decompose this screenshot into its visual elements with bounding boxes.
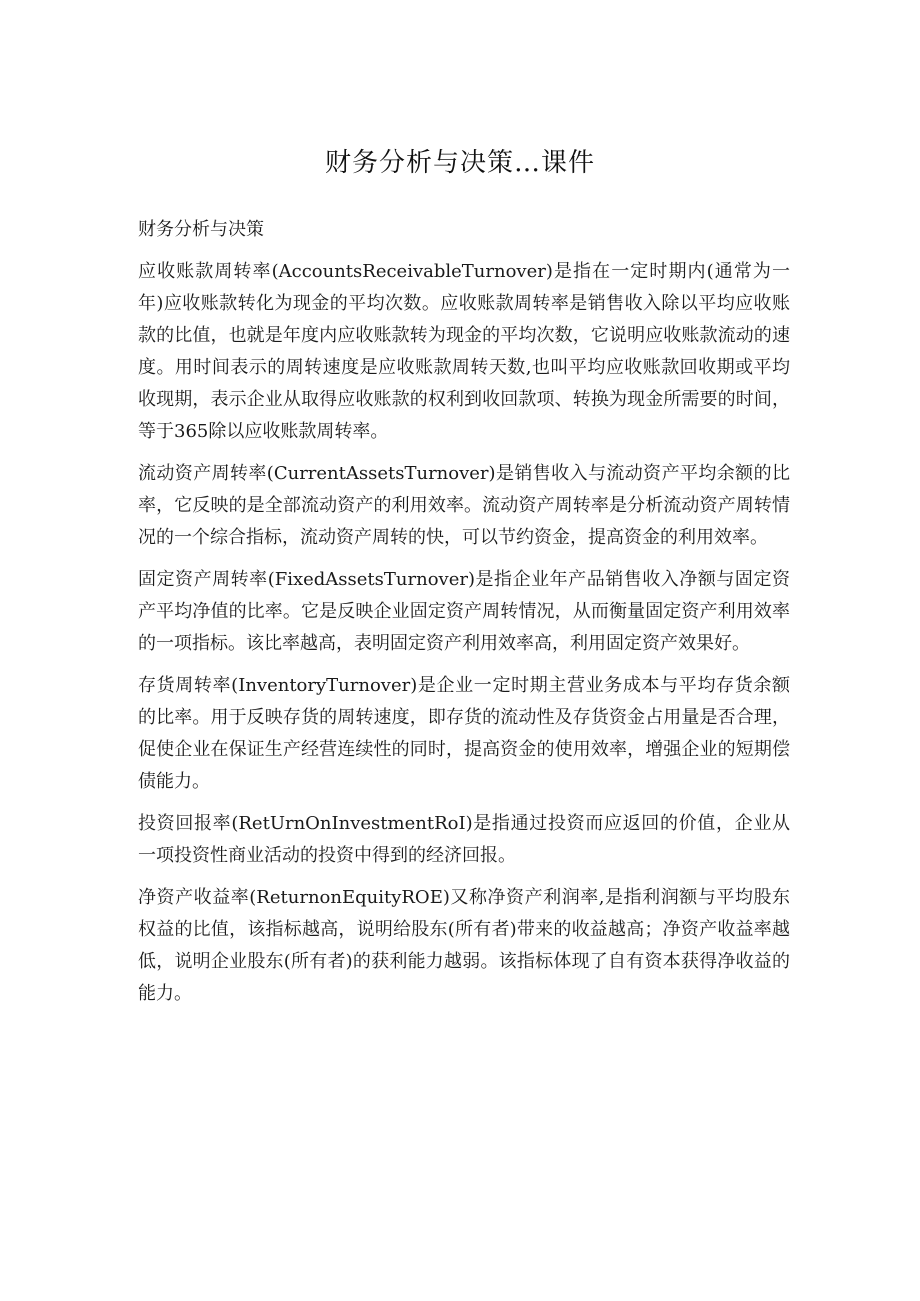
paragraph-return-on-investment: 投资回报率(RetUrnOnInvestmentRoI)是指通过投资而应返回的价值，企业从一项投资性商业活动的投资中得到的经济回报。	[138, 813, 790, 866]
document-body	[138, 214, 790, 1020]
paragraph-fixed-assets-turnover: 固定资产周转率(FixedAssetsTurnover)是指企业年产品销售收入净额与固定资产平均净值的比率。它是反映企业固定资产周转情况，从而衡量固定资产利用效率的一项指标。该比率越高，表明固定资产利用效率高，利用固定资产效果好。	[138, 569, 790, 654]
document-title: 财务分析与决策…课件	[324, 148, 595, 178]
paragraph-current-assets-turnover: 流动资产周转率(CurrentAssetsTurnover)是销售收入与流动资产平均余额的比率，它反映的是全部流动资产的利用效率。流动资产周转率是分析流动资产周转情况的一个综合指标，流动资产周转的快，可以节约资金，提高资金的利用效率。	[138, 463, 790, 548]
paragraph-return-on-equity: 净资产收益率(ReturnonEquityROE)又称净资产利润率,是指利润额与平均股东权益的比值，该指标越高，说明给股东(所有者)带来的收益越高；净资产收益率越低，说明企业股东(所有者)的获利能力越弱。该指标体现了自有资本获得净收益的能力。	[138, 887, 790, 1004]
document-subtitle: 财务分析与决策	[138, 219, 264, 240]
paragraph-receivables-turnover: 应收账款周转率(AccountsReceivableTurnover)是指在一定时期内(通常为一年)应收账款转化为现金的平均次数。应收账款周转率是销售收入除以平均应收账款的比值，也就是年度内应收账款转为现金的平均次数，它说明应收账款流动的速度。用时间表示的周转速度是应收账款周转天数,也叫平均应收账款回收期或平均收现期，表示企业从取得应收账款的权利到收回款项、转换为现金所需要的时间，等于365除以应收账款周转率。	[138, 261, 790, 442]
paragraph-inventory-turnover: 存货周转率(InventoryTurnover)是企业一定时期主营业务成本与平均存货余额的比率。用于反映存货的周转速度，即存货的流动性及存货资金占用量是否合理，促使企业在保证生产经营连续性的同时，提高资金的使用效率，增强企业的短期偿债能力。	[138, 675, 790, 792]
